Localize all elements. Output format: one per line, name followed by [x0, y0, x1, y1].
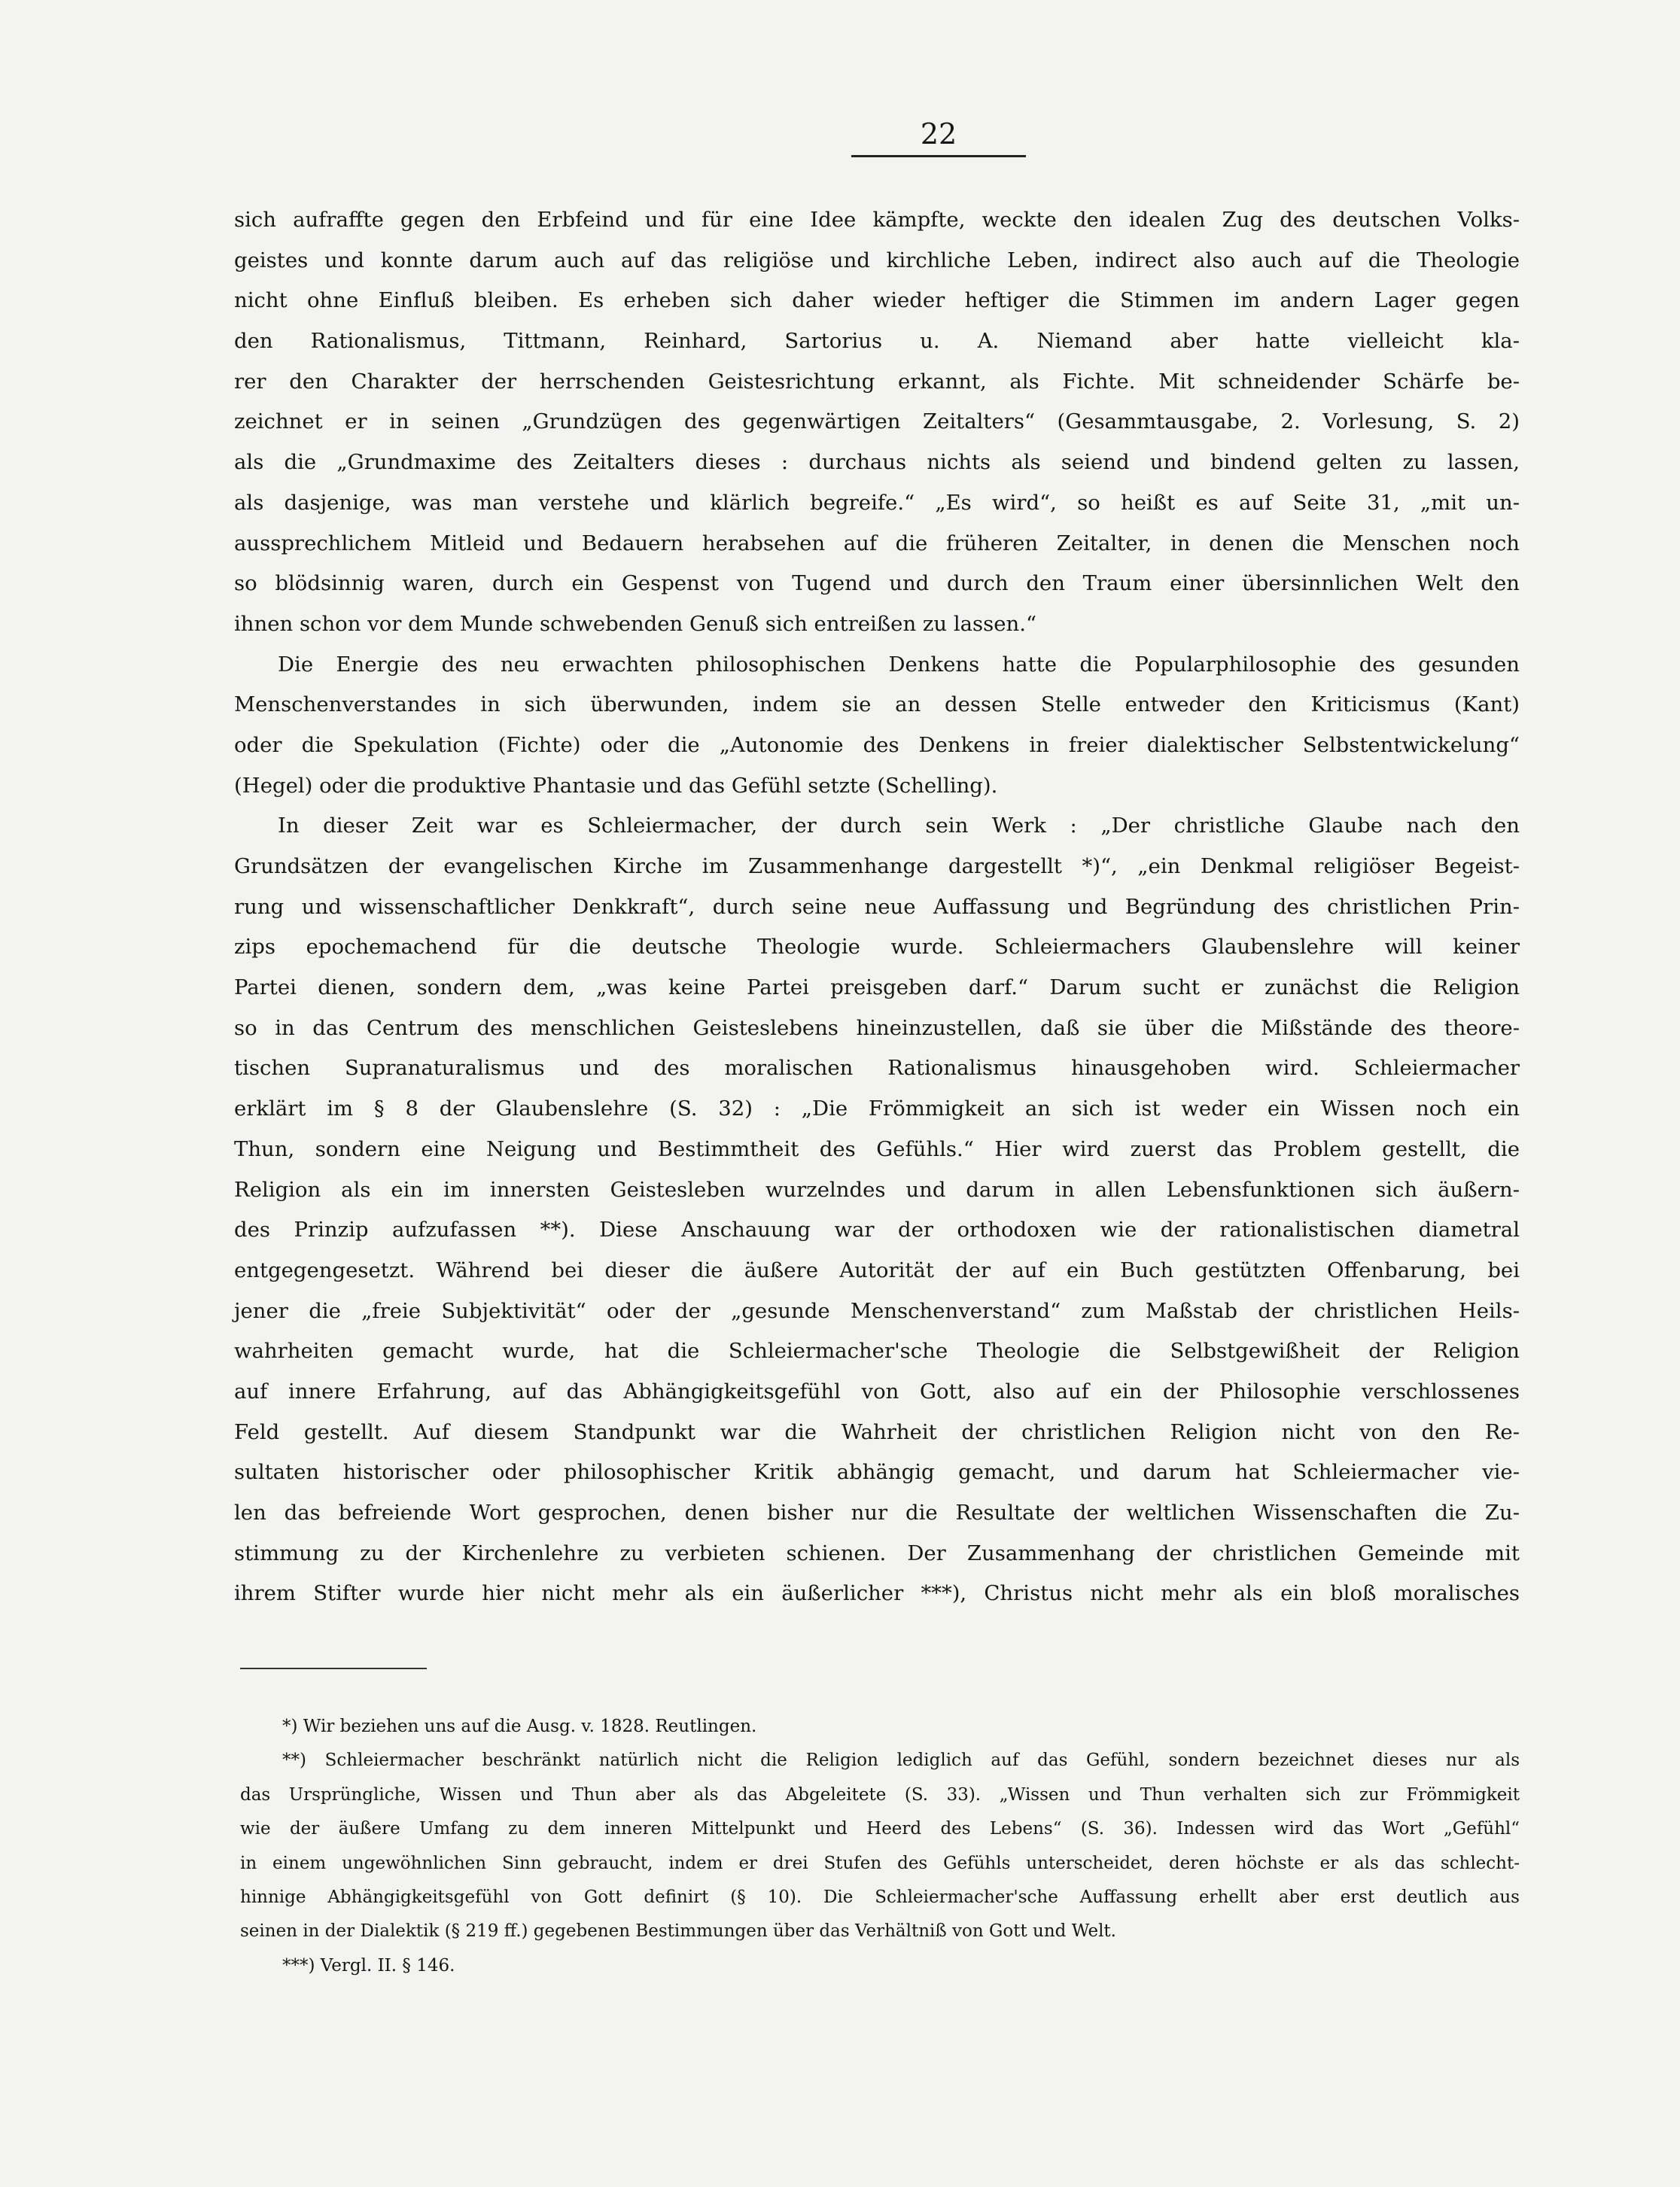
- footnote-line: seinen in der Dialektik (§ 219 ff.) gegebenen Bestimmungen über das Verhältniß von Gott und Welt.: [240, 1921, 1116, 1942]
- body-text-line: entgegengesetzt. Während bei dieser die äußere Autorität der auf ein Buch gestützten Offenbarung, bei: [234, 1258, 1520, 1282]
- body-text-line: nicht ohne Einfluß bleiben. Es erheben sich daher wieder heftiger die Stimmen im andern Lager gegen: [234, 288, 1520, 313]
- body-text-line: Partei dienen, sondern dem, „was keine Partei preisgeben darf.“ Darum sucht er zunächst die Religion: [234, 975, 1520, 1000]
- body-text-line: rung und wissenschaftlicher Denkkraft“, durch seine neue Auffassung und Begründung des christlichen Prin-: [234, 894, 1520, 919]
- body-text-line: zeichnet er in seinen „Grundzügen des gegenwärtigen Zeitalters“ (Gesammtausgabe, 2. Vorlesung, S. 2): [234, 409, 1520, 434]
- footnote-line: hinnige Abhängigkeitsgefühl von Gott definirt (§ 10). Die Schleiermacher'sche Auffassung erhellt aber erst deutlich aus: [240, 1887, 1520, 1907]
- body-text-line: erklärt im § 8 der Glaubenslehre (S. 32) : „Die Frömmigkeit an sich ist weder ein Wissen noch ein: [234, 1097, 1520, 1121]
- body-text-line: wahrheiten gemacht wurde, hat die Schleiermacher'sche Theologie die Selbstgewißheit der Religion: [234, 1339, 1520, 1364]
- footnote-line: in einem ungewöhnlichen Sinn gebraucht, indem er drei Stufen des Gefühls unterscheidet, deren höchste er als das schlecht-: [240, 1853, 1520, 1873]
- page-number: 22: [920, 117, 957, 151]
- body-text-line: Menschenverstandes in sich überwunden, indem sie an dessen Stelle entweder den Kriticismus (Kant): [234, 692, 1520, 717]
- footnotes: [240, 1710, 1520, 1983]
- body-text-line: zips epochemachend für die deutsche Theologie wurde. Schleiermachers Glaubenslehre will keiner: [234, 935, 1520, 960]
- body-text-line: geistes und konnte darum auch auf das religiöse und kirchliche Leben, indirect also auch auf die Theologie: [234, 248, 1520, 272]
- header-rule: [851, 155, 1026, 157]
- body-text-line: als dasjenige, was man verstehe und klärlich begreife.“ „Es wird“, so heißt es auf Seite 31, „mit un-: [234, 490, 1520, 515]
- body-text-line: Die Energie des neu erwachten philosophischen Denkens hatte die Popularphilosophie des gesunden: [278, 652, 1520, 677]
- body-text-line: sich aufraffte gegen den Erbfeind und für eine Idee kämpfte, weckte den idealen Zug des deutschen Volks-: [234, 208, 1520, 232]
- body-text-line: Religion als ein im innersten Geistesleben wurzelndes und darum in allen Lebensfunktionen sich äußern-: [234, 1177, 1520, 1202]
- body-text-line: auf innere Erfahrung, auf das Abhängigkeitsgefühl von Gott, also auf ein der Philosophie verschlossenes: [234, 1379, 1520, 1404]
- body-text-line: sultaten historischer oder philosophischer Kritik abhängig gemacht, und darum hat Schleiermacher vie-: [234, 1460, 1520, 1485]
- body-text-line: so in das Centrum des menschlichen Geisteslebens hineinzustellen, daß sie über die Mißstände des theore-: [234, 1015, 1520, 1040]
- body-text-line: (Hegel) oder die produktive Phantasie und das Gefühl setzte (Schelling).: [234, 773, 998, 798]
- footnote-line: *) Wir beziehen uns auf die Ausg. v. 1828. Reutlingen.: [282, 1717, 757, 1736]
- body-text-line: tischen Supranaturalismus und des moralischen Rationalismus hinausgehoben wird. Schleiermacher: [234, 1056, 1520, 1081]
- body-text-line: ihnen schon vor dem Munde schwebenden Genuß sich entreißen zu lassen.“: [234, 611, 1037, 636]
- body-text-line: jener die „freie Subjektivität“ oder der „gesunde Menschenverstand“ zum Maßstab der christlichen Heils-: [234, 1298, 1520, 1323]
- body-text-line: Grundsätzen der evangelischen Kirche im Zusammenhange dargestellt *)“, „ein Denkmal religiöser Begeist-: [234, 854, 1520, 878]
- footnote-line: das Ursprüngliche, Wissen und Thun aber als das Abgeleitete (S. 33). „Wissen und Thun verhalten sich zur Frömmigkeit: [240, 1784, 1520, 1805]
- body-text-line: In dieser Zeit war es Schleiermacher, der durch sein Werk : „Der christliche Glaube nach den: [278, 814, 1520, 838]
- body-text-line: Feld gestellt. Auf diesem Standpunkt war die Wahrheit der christlichen Religion nicht von den Re-: [234, 1419, 1520, 1444]
- body-text-line: so blödsinnig waren, durch ein Gespenst von Tugend und durch den Traum einer übersinnlichen Welt den: [234, 571, 1520, 596]
- footnote-line: wie der äußere Umfang zu dem inneren Mittelpunkt und Heerd des Lebens“ (S. 36). Indessen wird das Wort „Gefühl“: [240, 1819, 1520, 1839]
- body-text-line: den Rationalismus, Tittmann, Reinhard, Sartorius u. A. Niemand aber hatte vielleicht kla-: [234, 329, 1520, 354]
- body-text-line: Thun, sondern eine Neigung und Bestimmtheit des Gefühls.“ Hier wird zuerst das Problem gestellt, die: [234, 1136, 1520, 1161]
- body-text-line: len das befreiende Wort gesprochen, denen bisher nur die Resultate der weltlichen Wissenschaften die Zu-: [234, 1501, 1520, 1525]
- footnote-line: **) Schleiermacher beschränkt natürlich nicht die Religion lediglich auf das Gefühl, sondern bezeichnet dieses nur als: [282, 1751, 1520, 1771]
- footnote-line: ***) Vergl. II. § 146.: [282, 1955, 455, 1976]
- body-text-line: ihrem Stifter wurde hier nicht mehr als ein äußerlicher ***), Christus nicht mehr als ein bloß moralisches: [234, 1581, 1520, 1606]
- body-text-line: als die „Grundmaxime des Zeitalters dieses : durchaus nichts als seiend und bindend gelten zu lassen,: [234, 450, 1520, 475]
- body-text-line: des Prinzip aufzufassen **). Diese Anschauung war der orthodoxen wie der rationalistischen diametral: [234, 1218, 1520, 1243]
- footnote-separator: [240, 1668, 427, 1669]
- body-text: [234, 200, 1520, 1614]
- body-text-line: aussprechlichem Mitleid und Bedauern herabsehen auf die früheren Zeitalter, in denen die Menschen noch: [234, 531, 1520, 555]
- body-text-line: rer den Charakter der herrschenden Geistesrichtung erkannt, als Fichte. Mit schneidender Schärfe be-: [234, 369, 1520, 394]
- body-text-line: stimmung zu der Kirchenlehre zu verbieten schienen. Der Zusammenhang der christlichen Gemeinde mit: [234, 1541, 1520, 1565]
- body-text-line: oder die Spekulation (Fichte) oder die „Autonomie des Denkens in freier dialektischer Selbstentwickelung“: [234, 732, 1520, 757]
